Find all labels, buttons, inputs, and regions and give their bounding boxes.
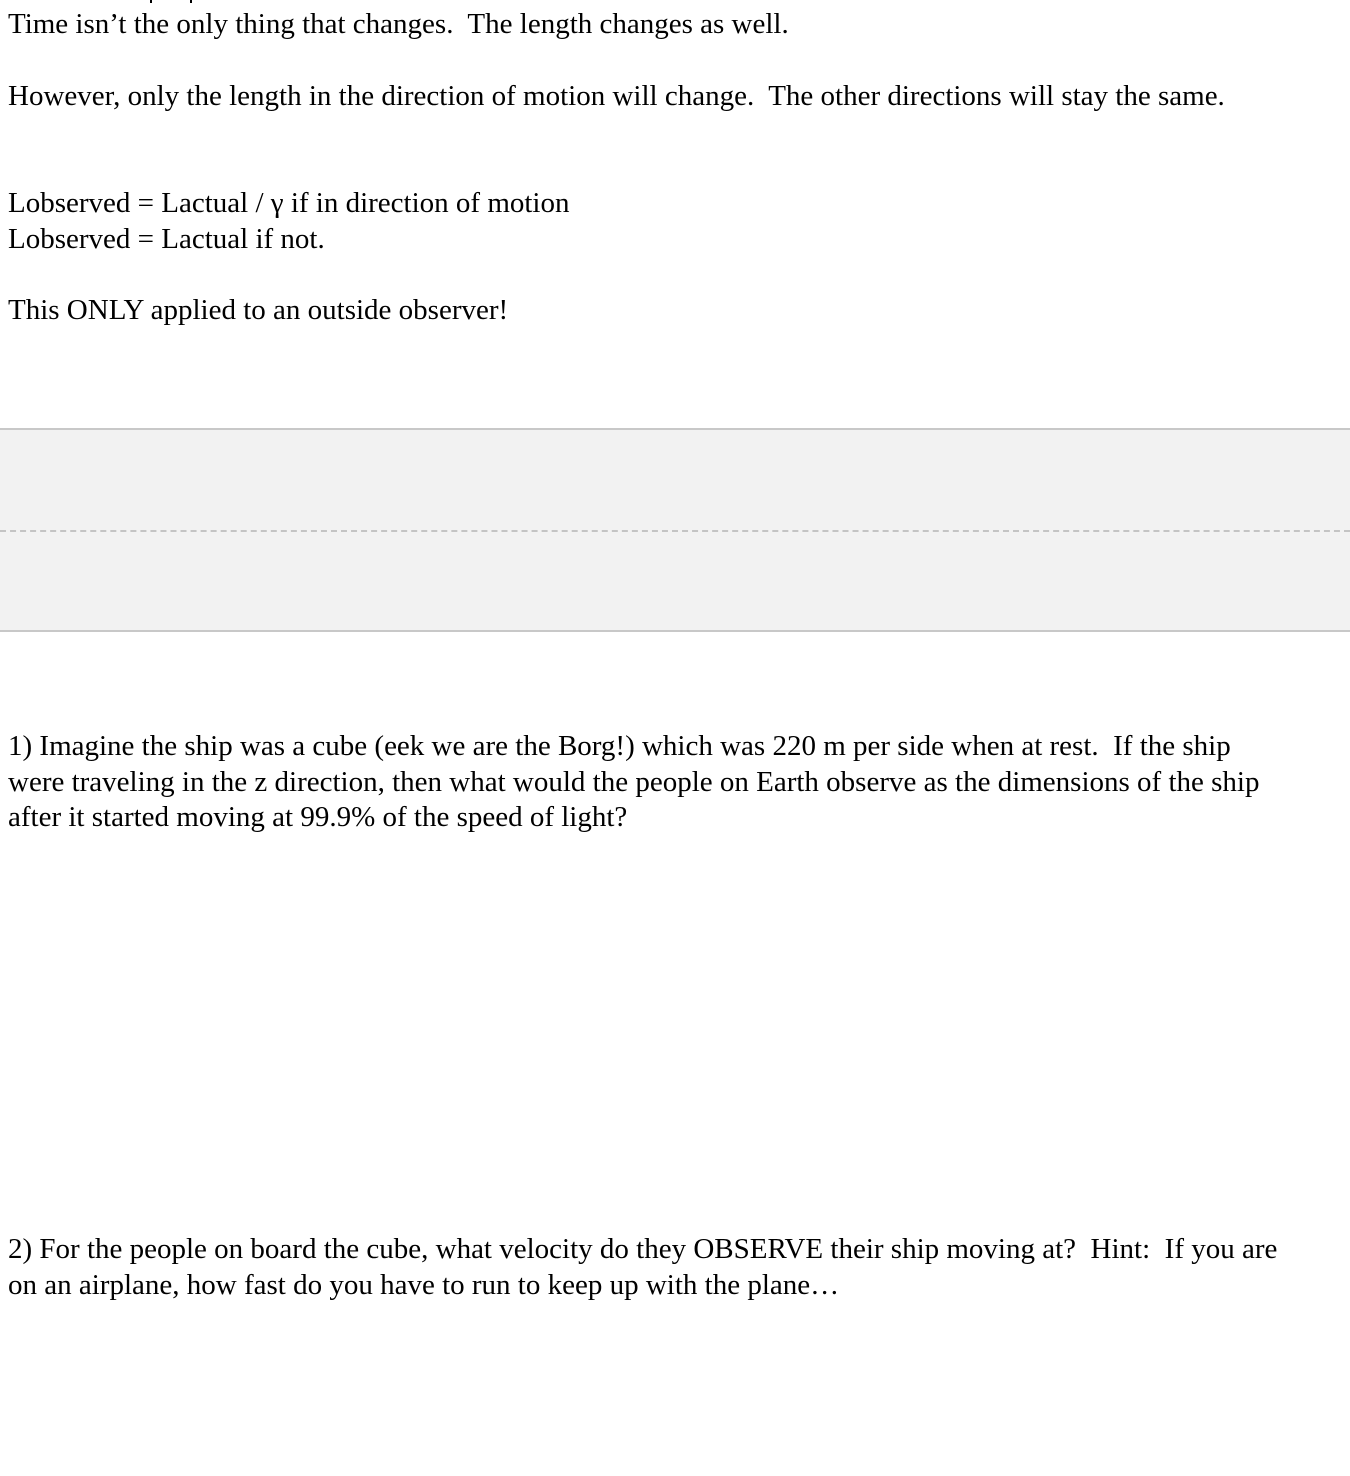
question-1: 1) Imagine the ship was a cube (eek we are the Borg!) which was 220 m per side when at rest. If the ship were traveling in the z direction, then what would the people on Earth observe as the dimensions of the ship after it started moving at 99.9% of the speed of light?	[8, 730, 1267, 833]
outside-observer-note: This ONLY applied to an outside observer!	[8, 294, 509, 326]
page-break-dashed-line	[0, 530, 1350, 532]
clipped-previous-line	[150, 0, 210, 4]
document-page-top	[0, 0, 1350, 430]
length-formula-not-moving: Lobserved = Lactual if not.	[8, 223, 325, 255]
intro-sentence: Time isn’t the only thing that changes. The length changes as well.	[8, 8, 789, 40]
question-2: 2) For the people on board the cube, what velocity do they OBSERVE their ship moving at? Hint: If you are on an airplane, how fast do you have to run to keep up with the plane…	[8, 1233, 1285, 1301]
direction-of-motion-paragraph: However, only the length in the direction of motion will change. The other directions will stay the same.	[8, 80, 1225, 112]
document-page-bottom	[0, 632, 1350, 1476]
page-break-gap	[0, 428, 1350, 632]
length-formula-moving: Lobserved = Lactual / γ if in direction of motion	[8, 187, 570, 219]
